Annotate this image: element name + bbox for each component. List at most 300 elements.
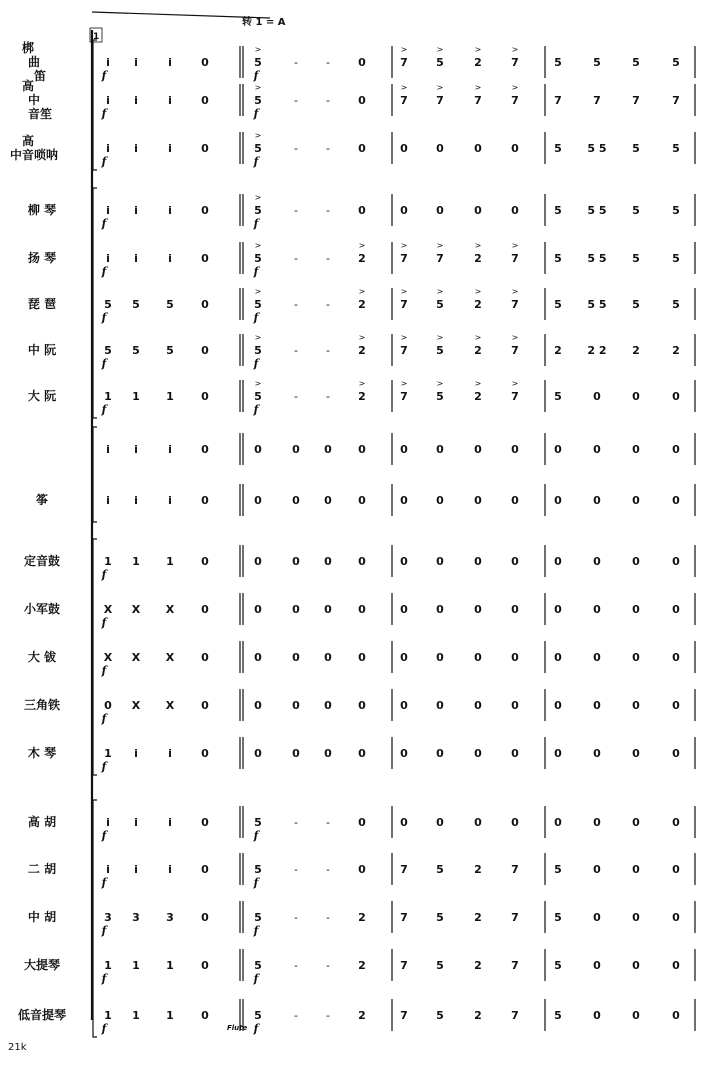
note: 7: [593, 94, 601, 107]
note: -: [326, 298, 330, 311]
instrument-name: 高 胡: [27, 815, 57, 829]
note: 0: [672, 603, 680, 616]
section-bracket: [93, 188, 97, 418]
staff-muqin: [28, 737, 695, 773]
note: 0: [672, 747, 680, 760]
note: 5: [672, 298, 680, 311]
note: 0: [672, 390, 680, 403]
note: 5: [254, 816, 262, 829]
note: 5: [254, 959, 262, 972]
note: i: [106, 816, 110, 829]
staff-pipa: [28, 287, 695, 324]
note: 0: [358, 142, 366, 155]
section-bracket: [93, 800, 97, 1037]
note: 0: [593, 959, 601, 972]
staff-dingyingu: [24, 545, 695, 581]
note: 0: [104, 699, 112, 712]
note: 0: [593, 494, 601, 507]
note: 7: [511, 911, 519, 924]
note: 0: [474, 747, 482, 760]
note: 0: [201, 959, 209, 972]
note: 3: [104, 911, 112, 924]
note: 0: [292, 494, 300, 507]
note: 5: [632, 204, 640, 217]
note: 0: [292, 651, 300, 664]
instrument-name: 琵 琶: [27, 297, 57, 311]
note: -: [294, 1009, 298, 1022]
accent-mark: >: [474, 241, 482, 250]
note: 0: [201, 699, 209, 712]
note: 5: [254, 56, 262, 69]
dynamic-mark: f: [101, 876, 107, 889]
note: 0: [358, 204, 366, 217]
note: 0: [632, 816, 640, 829]
note: 0: [400, 494, 408, 507]
note: i: [168, 816, 172, 829]
note: i: [134, 142, 138, 155]
note: 2: [358, 911, 366, 924]
accent-mark: >: [358, 379, 366, 388]
instrument-name: 扬 琴: [27, 251, 57, 265]
note: i: [106, 56, 110, 69]
note: 2: [474, 252, 482, 265]
note: 0: [593, 651, 601, 664]
note: 7: [511, 252, 519, 265]
accent-mark: >: [511, 379, 519, 388]
note: 5 5: [587, 142, 607, 155]
accent-mark: >: [511, 241, 519, 250]
note: 0: [632, 390, 640, 403]
note: 0: [474, 816, 482, 829]
note: 0: [632, 651, 640, 664]
note: 7: [400, 94, 408, 107]
note: 0: [593, 390, 601, 403]
dynamic-mark: f: [101, 829, 107, 842]
note: 5: [554, 390, 562, 403]
note: i: [168, 494, 172, 507]
note: X: [165, 651, 175, 664]
note: -: [326, 390, 330, 403]
note: 0: [324, 651, 332, 664]
accent-mark: >: [436, 45, 444, 54]
note: 0: [358, 443, 366, 456]
dynamic-mark: f: [253, 1022, 259, 1035]
dynamic-mark: f: [101, 664, 107, 677]
note: 5: [632, 56, 640, 69]
note: 0: [358, 863, 366, 876]
dynamic-mark: f: [101, 972, 107, 985]
note: -: [326, 911, 330, 924]
note: 0: [511, 555, 519, 568]
note: i: [134, 252, 138, 265]
note: 0: [632, 494, 640, 507]
dynamic-mark: f: [101, 760, 107, 773]
note: 0: [324, 747, 332, 760]
accent-mark: >: [474, 45, 482, 54]
note: 2: [358, 390, 366, 403]
note: 1: [166, 555, 174, 568]
note: 5: [632, 252, 640, 265]
note: -: [294, 911, 298, 924]
note: 0: [201, 494, 209, 507]
note: 2: [632, 344, 640, 357]
note: 0: [632, 603, 640, 616]
dynamic-mark: f: [253, 217, 259, 230]
note: -: [326, 344, 330, 357]
note: 0: [254, 555, 262, 568]
accent-mark: >: [474, 333, 482, 342]
note: 7: [400, 390, 408, 403]
note: -: [294, 94, 298, 107]
note: 7: [511, 56, 519, 69]
staff-xiaojungu: [24, 593, 695, 629]
note: 5: [554, 56, 562, 69]
accent-mark: >: [358, 287, 366, 296]
note: 0: [201, 747, 209, 760]
dynamic-mark: f: [253, 876, 259, 889]
note: 0: [436, 142, 444, 155]
note: X: [131, 699, 141, 712]
instrument-name: 木 琴: [27, 746, 57, 760]
note: 7: [511, 94, 519, 107]
note: i: [168, 747, 172, 760]
note: 0: [201, 204, 209, 217]
accent-mark: >: [254, 241, 262, 250]
note: 0: [358, 747, 366, 760]
note: i: [168, 204, 172, 217]
note: X: [131, 651, 141, 664]
note: 0: [324, 699, 332, 712]
instrument-name: 二 胡: [27, 862, 57, 876]
note: 0: [400, 651, 408, 664]
note: 1: [104, 555, 112, 568]
note: 0: [554, 603, 562, 616]
note: 2: [358, 252, 366, 265]
note: 0: [554, 443, 562, 456]
instrument-staves: [10, 40, 695, 1037]
note: 1: [132, 959, 140, 972]
note: 5: [436, 344, 444, 357]
note: -: [326, 1009, 330, 1022]
note: i: [168, 142, 172, 155]
instrument-name: 大提琴: [23, 958, 61, 972]
note: 5: [672, 204, 680, 217]
note: i: [134, 747, 138, 760]
dynamic-mark: f: [101, 217, 107, 230]
note: 0: [474, 603, 482, 616]
instrument-name: 高: [21, 79, 35, 93]
note: 0: [254, 699, 262, 712]
note: 0: [672, 651, 680, 664]
note: 7: [511, 959, 519, 972]
note: 7: [436, 94, 444, 107]
note: 5: [554, 1009, 562, 1022]
note: 0: [511, 142, 519, 155]
note: 0: [554, 747, 562, 760]
note: 0: [632, 959, 640, 972]
note: 0: [672, 699, 680, 712]
note: 7: [672, 94, 680, 107]
note: i: [168, 443, 172, 456]
note: -: [294, 204, 298, 217]
note: 5: [254, 94, 262, 107]
note: 0: [400, 204, 408, 217]
note: 0: [254, 747, 262, 760]
accent-mark: >: [400, 241, 408, 250]
note: 2: [358, 1009, 366, 1022]
note: 0: [672, 863, 680, 876]
staff-erhu: [28, 853, 695, 889]
note: 1: [132, 390, 140, 403]
note: 0: [593, 443, 601, 456]
note: 5 5: [587, 204, 607, 217]
instrument-name: 三角铁: [23, 698, 61, 712]
note: 0: [358, 494, 366, 507]
note: 5: [254, 344, 262, 357]
accent-mark: >: [254, 45, 262, 54]
note: 0: [474, 204, 482, 217]
note: 0: [632, 555, 640, 568]
note: 0: [436, 651, 444, 664]
instrument-name: 中: [27, 93, 41, 107]
note: i: [106, 443, 110, 456]
note: 0: [358, 94, 366, 107]
note: 0: [201, 911, 209, 924]
note: 7: [400, 298, 408, 311]
note: 7: [400, 959, 408, 972]
note: 1: [104, 390, 112, 403]
note: 5: [436, 1009, 444, 1022]
note: 7: [400, 1009, 408, 1022]
note: i: [134, 443, 138, 456]
note: 0: [593, 816, 601, 829]
note: 0: [436, 816, 444, 829]
note: 0: [672, 1009, 680, 1022]
note: 1: [104, 959, 112, 972]
dynamic-mark: f: [101, 924, 107, 937]
note: i: [168, 863, 172, 876]
note: 5: [132, 298, 140, 311]
note: 5: [254, 863, 262, 876]
note: X: [165, 699, 175, 712]
note: 0: [254, 494, 262, 507]
note: 0: [436, 699, 444, 712]
note: 2: [474, 298, 482, 311]
note: 0: [511, 651, 519, 664]
accent-mark: >: [358, 333, 366, 342]
note: 5: [672, 142, 680, 155]
note: 7: [474, 94, 482, 107]
note: 5: [436, 863, 444, 876]
note: 0: [593, 863, 601, 876]
note: 0: [201, 94, 209, 107]
note: 1: [166, 390, 174, 403]
note: 0: [324, 603, 332, 616]
note: 5: [132, 344, 140, 357]
note: 1: [166, 959, 174, 972]
note: i: [134, 204, 138, 217]
note: 0: [292, 747, 300, 760]
note: 0: [400, 747, 408, 760]
dynamic-mark: f: [101, 568, 107, 581]
note: 0: [474, 142, 482, 155]
note: 0: [400, 443, 408, 456]
note: 0: [254, 651, 262, 664]
note: 0: [201, 344, 209, 357]
instrument-name: 音笙: [27, 107, 53, 121]
note: 5: [104, 344, 112, 357]
note: 0: [358, 603, 366, 616]
staff-sanjiaotie: [24, 689, 695, 725]
note: 0: [201, 555, 209, 568]
note: 5: [104, 298, 112, 311]
note: i: [134, 863, 138, 876]
accent-mark: >: [400, 333, 408, 342]
note: 0: [358, 699, 366, 712]
note: i: [134, 94, 138, 107]
accent-mark: >: [400, 287, 408, 296]
note: 0: [632, 699, 640, 712]
dynamic-mark: f: [101, 403, 107, 416]
note: 0: [400, 142, 408, 155]
note: -: [326, 56, 330, 69]
section-bracket: [93, 40, 97, 170]
note: 0: [632, 747, 640, 760]
note: 0: [400, 699, 408, 712]
note: -: [294, 863, 298, 876]
note: 7: [400, 252, 408, 265]
section-bracket: [93, 539, 97, 775]
note: -: [294, 298, 298, 311]
note: -: [294, 959, 298, 972]
note: 0: [632, 1009, 640, 1022]
note: 5: [436, 390, 444, 403]
note: 5: [672, 56, 680, 69]
note: 0: [554, 816, 562, 829]
note: 0: [672, 555, 680, 568]
note: 5: [166, 344, 174, 357]
instrument-name: 中 阮: [27, 343, 57, 357]
note: 5: [436, 911, 444, 924]
staff-daruan: [28, 379, 695, 416]
instrument-name: 大 阮: [27, 389, 57, 403]
note: 5: [254, 911, 262, 924]
instrument-name: 筝: [35, 493, 49, 507]
note: i: [106, 94, 110, 107]
note: 5: [254, 1009, 262, 1022]
note: 0: [474, 555, 482, 568]
dynamic-mark: f: [101, 69, 107, 82]
dynamic-mark: f: [101, 265, 107, 278]
accent-mark: >: [436, 333, 444, 342]
key-change-marking: 转 1 = A: [242, 17, 286, 28]
note: 7: [400, 56, 408, 69]
note: 5 5: [587, 298, 607, 311]
note: 0: [292, 555, 300, 568]
note: 7: [554, 94, 562, 107]
dynamic-mark: f: [253, 924, 259, 937]
note: 3: [166, 911, 174, 924]
note: 0: [632, 911, 640, 924]
note: 5: [436, 56, 444, 69]
accent-mark: >: [254, 131, 262, 140]
accent-mark: >: [436, 241, 444, 250]
dynamic-mark: f: [253, 265, 259, 278]
note: X: [103, 651, 113, 664]
note: 0: [672, 494, 680, 507]
instrument-name: 中音唢呐: [9, 148, 59, 162]
note: 0: [593, 699, 601, 712]
staff-diyintiqin: [18, 999, 695, 1035]
note: 2 2: [587, 344, 607, 357]
staff-datiqin: [24, 949, 695, 985]
note: 5: [593, 56, 601, 69]
section-bracket: [93, 427, 97, 522]
page-number: 21k: [8, 1042, 27, 1053]
note: 2: [474, 344, 482, 357]
note: 5: [254, 298, 262, 311]
instrument-name: 定音鼓: [23, 554, 61, 568]
dynamic-mark: f: [253, 357, 259, 370]
note: 2: [672, 344, 680, 357]
note: 0: [474, 443, 482, 456]
note: 0: [672, 816, 680, 829]
note: 0: [511, 204, 519, 217]
note: i: [106, 204, 110, 217]
note: 1: [104, 1009, 112, 1022]
note: 0: [511, 816, 519, 829]
dynamic-mark: f: [101, 107, 107, 120]
note: 0: [511, 747, 519, 760]
note: 7: [511, 1009, 519, 1022]
note: 0: [593, 911, 601, 924]
staff-zhongruan: [28, 333, 695, 370]
note: 7: [632, 94, 640, 107]
note: i: [106, 142, 110, 155]
note: -: [294, 252, 298, 265]
note: -: [294, 56, 298, 69]
staff-yangqin: [28, 241, 695, 278]
note: 2: [358, 344, 366, 357]
note: 5: [554, 863, 562, 876]
note: 0: [400, 555, 408, 568]
note: 5: [554, 959, 562, 972]
note: 5 5: [587, 252, 607, 265]
dynamic-mark: f: [101, 155, 107, 168]
note: 0: [324, 443, 332, 456]
note: 7: [511, 863, 519, 876]
note: X: [165, 603, 175, 616]
note: 0: [201, 863, 209, 876]
accent-mark: >: [511, 45, 519, 54]
note: 0: [593, 603, 601, 616]
dynamic-mark: f: [101, 712, 107, 725]
note: 0: [554, 699, 562, 712]
dynamic-mark: f: [101, 311, 107, 324]
note: 0: [201, 298, 209, 311]
note: 0: [474, 651, 482, 664]
note: 0: [201, 390, 209, 403]
staff-gaozhong_sheng: [22, 78, 695, 121]
note: -: [326, 959, 330, 972]
staff-zheng_upper: [106, 433, 695, 465]
note: 7: [511, 344, 519, 357]
note: i: [168, 94, 172, 107]
note: i: [106, 252, 110, 265]
note: 0: [511, 603, 519, 616]
instrument-name: 低音提琴: [17, 1008, 67, 1022]
note: 0: [254, 603, 262, 616]
